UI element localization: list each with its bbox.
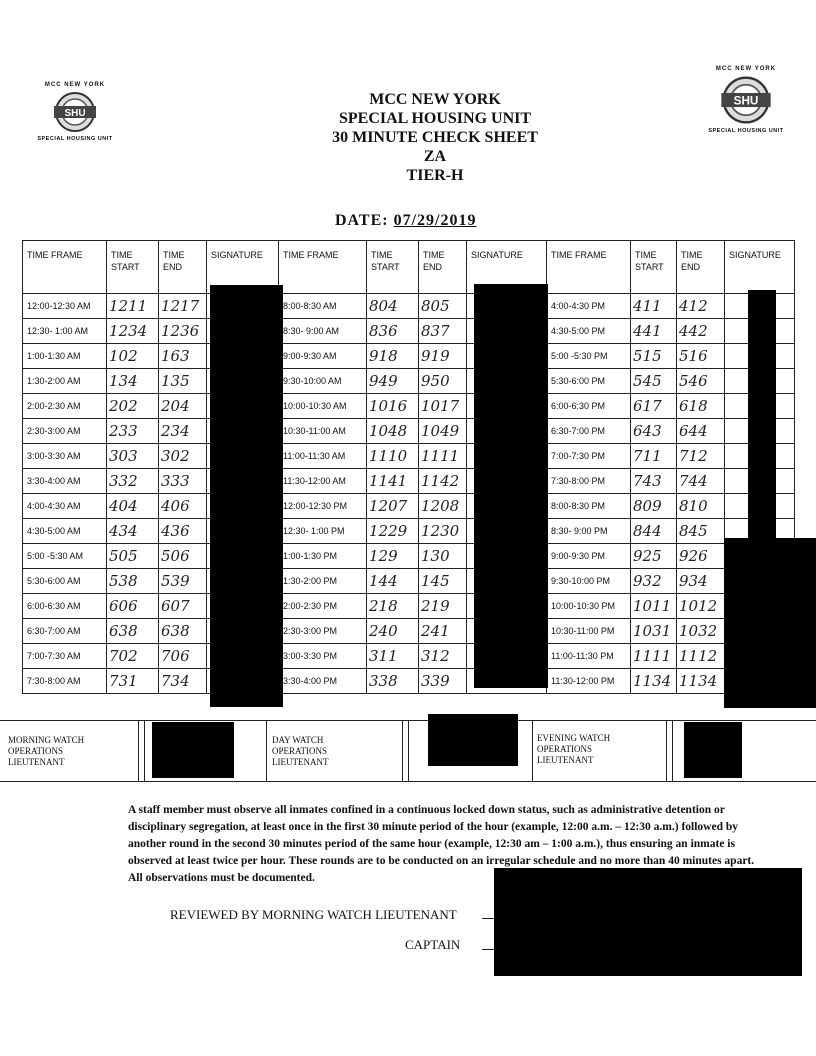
cell-time-frame-2: 2:30-3:00 PM <box>279 619 367 644</box>
cell-time-start-2: 918 <box>367 344 419 369</box>
col-time-end-2: TIME END <box>419 241 467 294</box>
col-time-start-2: TIME START <box>367 241 419 294</box>
cell-time-start-2: 218 <box>367 594 419 619</box>
logo-left-top-text: MCC NEW YORK <box>44 82 106 88</box>
divider <box>138 721 139 781</box>
col-signature-2: SIGNATURE <box>467 241 547 294</box>
cell-time-start-2: 338 <box>367 669 419 694</box>
cell-time-frame-2: 8:30- 9:00 AM <box>279 319 367 344</box>
cell-time-frame-1: 12:30- 1:00 AM <box>23 319 107 344</box>
divider <box>672 721 673 781</box>
cell-time-start-1: 505 <box>107 544 159 569</box>
cell-time-end-1: 163 <box>159 344 207 369</box>
cell-time-frame-1: 7:30-8:00 AM <box>23 669 107 694</box>
cell-time-frame-2: 12:30- 1:00 PM <box>279 519 367 544</box>
divider <box>408 721 409 781</box>
cell-time-frame-3: 9:30-10:00 PM <box>547 569 631 594</box>
cell-time-start-1: 606 <box>107 594 159 619</box>
cell-time-frame-3: 5:30-6:00 PM <box>547 369 631 394</box>
cell-time-start-2: 240 <box>367 619 419 644</box>
cell-time-start-3: 925 <box>631 544 677 569</box>
cell-time-end-2: 145 <box>419 569 467 594</box>
cell-time-start-3: 844 <box>631 519 677 544</box>
cell-time-start-1: 102 <box>107 344 159 369</box>
cell-time-end-1: 706 <box>159 644 207 669</box>
cell-time-end-1: 734 <box>159 669 207 694</box>
cell-time-end-2: 1049 <box>419 419 467 444</box>
cell-time-start-1: 702 <box>107 644 159 669</box>
cell-time-end-2: 1142 <box>419 469 467 494</box>
cell-time-end-3: 1032 <box>677 619 725 644</box>
cell-time-start-1: 134 <box>107 369 159 394</box>
table-row <box>23 669 795 694</box>
cell-time-start-3: 1111 <box>631 644 677 669</box>
cell-time-start-2: 1141 <box>367 469 419 494</box>
cell-time-frame-1: 4:00-4:30 AM <box>23 494 107 519</box>
cell-time-start-3: 1134 <box>631 669 677 694</box>
cell-time-frame-2: 3:30-4:00 PM <box>279 669 367 694</box>
table-row <box>23 544 795 569</box>
cell-time-frame-3: 10:00-10:30 PM <box>547 594 631 619</box>
cell-time-start-2: 804 <box>367 294 419 319</box>
cell-time-start-3: 932 <box>631 569 677 594</box>
reviewed-label: REVIEWED BY MORNING WATCH LIEUTENANT <box>170 907 457 922</box>
cell-time-start-2: 836 <box>367 319 419 344</box>
cell-time-frame-1: 2:30-3:00 AM <box>23 419 107 444</box>
header-line3: 30 MINUTE CHECK SHEET <box>332 129 538 146</box>
col-signature-1: SIGNATURE <box>207 241 279 294</box>
redaction-day-lt <box>428 714 518 766</box>
cell-time-end-2: 837 <box>419 319 467 344</box>
cell-time-end-3: 516 <box>677 344 725 369</box>
col-time-end-3: TIME END <box>677 241 725 294</box>
cell-time-end-1: 607 <box>159 594 207 619</box>
cell-time-frame-1: 5:00 -5:30 AM <box>23 544 107 569</box>
cell-time-frame-2: 12:00-12:30 PM <box>279 494 367 519</box>
cell-time-frame-2: 9:30-10:00 AM <box>279 369 367 394</box>
cell-time-start-2: 1016 <box>367 394 419 419</box>
cell-time-frame-3: 8:00-8:30 PM <box>547 494 631 519</box>
table-row <box>23 619 795 644</box>
col-time-start-3: TIME START <box>631 241 677 294</box>
cell-time-start-1: 202 <box>107 394 159 419</box>
cell-time-frame-1: 1:00-1:30 AM <box>23 344 107 369</box>
header-line4: ZA <box>423 148 447 165</box>
col-time-frame-1: TIME FRAME <box>23 241 107 294</box>
cell-time-frame-3: 6:00-6:30 PM <box>547 394 631 419</box>
divider <box>666 721 667 781</box>
cell-time-end-1: 302 <box>159 444 207 469</box>
cell-time-end-3: 644 <box>677 419 725 444</box>
cell-time-start-3: 743 <box>631 469 677 494</box>
header-line1: MCC NEW YORK <box>369 91 501 108</box>
table-row <box>23 444 795 469</box>
divider <box>266 721 267 781</box>
cell-time-frame-1: 3:00-3:30 AM <box>23 444 107 469</box>
cell-time-end-3: 1112 <box>677 644 725 669</box>
captain-label: CAPTAIN <box>405 937 461 952</box>
cell-time-start-1: 731 <box>107 669 159 694</box>
cell-time-frame-2: 1:30-2:00 PM <box>279 569 367 594</box>
cell-time-frame-2: 3:00-3:30 PM <box>279 644 367 669</box>
cell-time-start-3: 711 <box>631 444 677 469</box>
logo-right-bottom-text: SPECIAL HOUSING UNIT <box>708 128 784 134</box>
cell-time-frame-2: 10:30-11:00 AM <box>279 419 367 444</box>
cell-time-end-2: 1208 <box>419 494 467 519</box>
cell-time-start-2: 311 <box>367 644 419 669</box>
cell-time-frame-3: 4:00-4:30 PM <box>547 294 631 319</box>
cell-time-end-3: 744 <box>677 469 725 494</box>
cell-time-end-3: 618 <box>677 394 725 419</box>
cell-time-end-2: 805 <box>419 294 467 319</box>
cell-time-frame-3: 7:30-8:00 PM <box>547 469 631 494</box>
col-time-end-1: TIME END <box>159 241 207 294</box>
cell-time-frame-3: 11:00-11:30 PM <box>547 644 631 669</box>
col-time-frame-2: TIME FRAME <box>279 241 367 294</box>
cell-time-end-1: 333 <box>159 469 207 494</box>
cell-time-start-2: 129 <box>367 544 419 569</box>
cell-time-end-2: 312 <box>419 644 467 669</box>
cell-time-end-1: 638 <box>159 619 207 644</box>
cell-time-end-3: 1012 <box>677 594 725 619</box>
cell-time-start-3: 441 <box>631 319 677 344</box>
cell-time-end-2: 950 <box>419 369 467 394</box>
cell-time-start-3: 1011 <box>631 594 677 619</box>
cell-time-start-1: 233 <box>107 419 159 444</box>
table-row <box>23 419 795 444</box>
table-header-row <box>23 241 795 294</box>
header-line2: SPECIAL HOUSING UNIT <box>338 110 532 127</box>
cell-time-end-1: 506 <box>159 544 207 569</box>
cell-time-end-2: 1017 <box>419 394 467 419</box>
cell-time-end-3: 1134 <box>677 669 725 694</box>
cell-time-start-3: 1031 <box>631 619 677 644</box>
policy-paragraph: A staff member must observe all inmates confined in a continuous locked down status, such as administrative detention or disciplinary segregation, at least once in the first 30 minute period of the hour (example, 12:00 a.m. – 12:30 a.m.) followed by another round in the second 30 minutes period of the same hour (example, 12:30 am – 1:00 a.m.), thus ensuring an inmate is observed at least twice per hour. These rounds are to be conducted on an irregular schedule and no more than 40 minutes apart. All observations must be documented. <box>128 804 755 884</box>
cell-time-frame-1: 5:30-6:00 AM <box>23 569 107 594</box>
logo-left <box>30 82 120 142</box>
cell-time-start-3: 411 <box>631 294 677 319</box>
table-row <box>23 594 795 619</box>
cell-time-end-2: 241 <box>419 619 467 644</box>
cell-time-frame-1: 6:30-7:00 AM <box>23 619 107 644</box>
cell-time-end-3: 810 <box>677 494 725 519</box>
table-row <box>23 569 795 594</box>
col-time-start-1: TIME START <box>107 241 159 294</box>
cell-time-frame-1: 4:30-5:00 AM <box>23 519 107 544</box>
redaction-signature-3-bottom <box>724 538 816 708</box>
cell-time-frame-2: 9:00-9:30 AM <box>279 344 367 369</box>
cell-time-frame-3: 4:30-5:00 PM <box>547 319 631 344</box>
date-label: DATE: <box>335 212 389 229</box>
cell-time-end-3: 546 <box>677 369 725 394</box>
col-time-frame-3: TIME FRAME <box>547 241 631 294</box>
logo-right <box>700 66 792 134</box>
divider <box>532 721 533 781</box>
redaction-morning-lt <box>152 722 234 778</box>
divider <box>144 721 145 781</box>
cell-time-frame-1: 1:30-2:00 AM <box>23 369 107 394</box>
cell-time-start-1: 538 <box>107 569 159 594</box>
cell-time-frame-2: 11:00-11:30 AM <box>279 444 367 469</box>
cell-time-start-3: 809 <box>631 494 677 519</box>
cell-time-frame-2: 8:00-8:30 AM <box>279 294 367 319</box>
table-row <box>23 319 795 344</box>
cell-time-start-3: 545 <box>631 369 677 394</box>
cell-time-end-1: 539 <box>159 569 207 594</box>
cell-time-start-1: 332 <box>107 469 159 494</box>
cell-time-frame-3: 7:00-7:30 PM <box>547 444 631 469</box>
redaction-evening-lt <box>684 722 742 778</box>
cell-time-frame-1: 6:00-6:30 AM <box>23 594 107 619</box>
cell-time-frame-2: 2:00-2:30 PM <box>279 594 367 619</box>
redaction-signatures-bottom <box>494 868 802 976</box>
col-signature-3: SIGNATURE <box>725 241 795 294</box>
cell-time-frame-1: 12:00-12:30 AM <box>23 294 107 319</box>
cell-time-start-2: 144 <box>367 569 419 594</box>
cell-time-start-2: 1110 <box>367 444 419 469</box>
logo-right-top-text: MCC NEW YORK <box>715 66 777 72</box>
cell-time-frame-3: 6:30-7:00 PM <box>547 419 631 444</box>
logo-left-bottom-text: SPECIAL HOUSING UNIT <box>37 136 113 142</box>
cell-time-end-2: 219 <box>419 594 467 619</box>
cell-time-frame-3: 11:30-12:00 PM <box>547 669 631 694</box>
cell-time-end-3: 934 <box>677 569 725 594</box>
cell-time-end-2: 1111 <box>419 444 467 469</box>
cell-time-start-1: 1234 <box>107 319 159 344</box>
cell-time-end-1: 234 <box>159 419 207 444</box>
cell-time-start-1: 303 <box>107 444 159 469</box>
cell-time-start-1: 1211 <box>107 294 159 319</box>
table-row <box>23 519 795 544</box>
cell-time-frame-1: 7:00-7:30 AM <box>23 644 107 669</box>
evening-watch-label: EVENING WATCH OPERATIONS LIEUTENANT <box>537 733 611 765</box>
table-row <box>23 294 795 319</box>
cell-time-end-3: 926 <box>677 544 725 569</box>
divider <box>402 721 403 781</box>
cell-time-end-1: 406 <box>159 494 207 519</box>
shu-badge-icon <box>52 90 98 134</box>
cell-time-frame-2: 1:00-1:30 PM <box>279 544 367 569</box>
cell-time-frame-1: 3:30-4:00 AM <box>23 469 107 494</box>
header-line5: TIER-H <box>406 167 464 184</box>
cell-time-start-3: 643 <box>631 419 677 444</box>
shu-badge-icon <box>719 74 773 126</box>
date-line <box>335 212 476 230</box>
cell-time-end-3: 845 <box>677 519 725 544</box>
morning-watch-label: MORNING WATCH OPERATIONS LIEUTENANT <box>8 735 85 767</box>
cell-time-start-3: 617 <box>631 394 677 419</box>
cell-time-start-2: 1229 <box>367 519 419 544</box>
redaction-signature-1 <box>210 285 283 707</box>
cell-time-start-2: 1048 <box>367 419 419 444</box>
cell-time-frame-1: 2:00-2:30 AM <box>23 394 107 419</box>
check-table <box>22 240 795 694</box>
table-row <box>23 494 795 519</box>
day-watch-label: DAY WATCH OPERATIONS LIEUTENANT <box>272 735 329 767</box>
cell-time-end-3: 412 <box>677 294 725 319</box>
cell-time-end-3: 712 <box>677 444 725 469</box>
cell-time-start-2: 1207 <box>367 494 419 519</box>
logo-right-center-text: SHU <box>733 94 759 108</box>
table-row <box>23 644 795 669</box>
cell-time-end-3: 442 <box>677 319 725 344</box>
cell-time-frame-2: 11:30-12:00 AM <box>279 469 367 494</box>
cell-time-start-2: 949 <box>367 369 419 394</box>
cell-time-end-2: 1230 <box>419 519 467 544</box>
cell-time-end-1: 1236 <box>159 319 207 344</box>
table-row <box>23 344 795 369</box>
cell-time-end-2: 130 <box>419 544 467 569</box>
cell-time-frame-3: 5:00 -5:30 PM <box>547 344 631 369</box>
cell-time-start-3: 515 <box>631 344 677 369</box>
table-row <box>23 369 795 394</box>
cell-time-frame-2: 10:00-10:30 AM <box>279 394 367 419</box>
cell-time-start-1: 638 <box>107 619 159 644</box>
document-header <box>280 90 590 185</box>
cell-time-end-1: 135 <box>159 369 207 394</box>
cell-time-start-1: 404 <box>107 494 159 519</box>
table-row <box>23 469 795 494</box>
cell-time-frame-3: 9:00-9:30 PM <box>547 544 631 569</box>
cell-time-end-1: 1217 <box>159 294 207 319</box>
date-value: 07/29/2019 <box>393 212 477 229</box>
cell-time-end-1: 436 <box>159 519 207 544</box>
cell-time-end-1: 204 <box>159 394 207 419</box>
table-row <box>23 394 795 419</box>
cell-time-frame-3: 8:30- 9:00 PM <box>547 519 631 544</box>
cell-time-end-2: 339 <box>419 669 467 694</box>
cell-time-frame-3: 10:30-11:00 PM <box>547 619 631 644</box>
cell-time-end-2: 919 <box>419 344 467 369</box>
logo-left-center-text: SHU <box>64 108 86 119</box>
redaction-signature-2 <box>474 284 548 688</box>
cell-time-start-1: 434 <box>107 519 159 544</box>
redaction-signature-3-top <box>748 290 776 538</box>
